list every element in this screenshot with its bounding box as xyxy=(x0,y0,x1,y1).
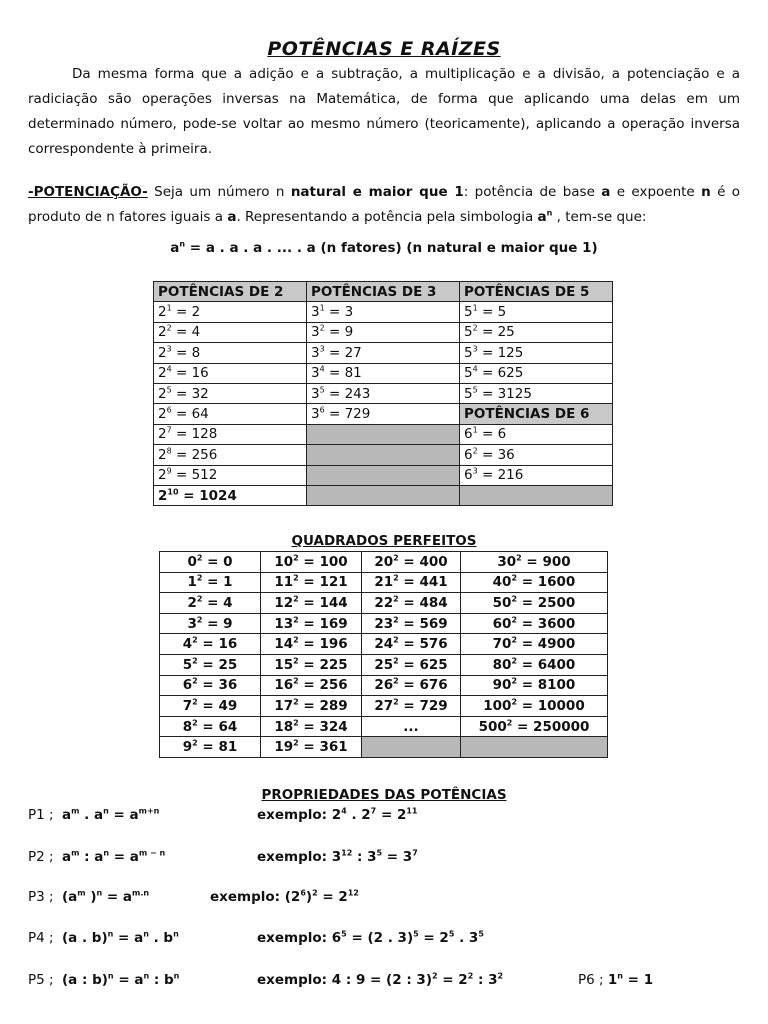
superscript: n xyxy=(546,208,553,218)
property-rule: $a^m$ . $a^n = a^{m+n}$ xyxy=(62,806,160,823)
table-cell: $2^8 = 256$ xyxy=(154,445,307,465)
table-cell xyxy=(461,737,608,758)
table-cell: ... xyxy=(362,716,461,737)
table-row xyxy=(160,613,608,634)
table-row xyxy=(160,675,608,696)
table-cell: $18^2 = 324$ xyxy=(261,716,362,737)
table-cell: $2^2 = 4$ xyxy=(160,593,261,614)
table-cell: $3^2 = 9$ xyxy=(160,613,261,634)
table-cell: $40^2 = 1600$ xyxy=(461,572,608,593)
squares-title: QUADRADOS PERFEITOS xyxy=(291,533,477,549)
text: é o produto de n fatores iguais a xyxy=(28,184,741,225)
table-cell: $13^2 = 169$ xyxy=(261,613,362,634)
property-example: exemplo: $(2^6)^2 = 2^{12}$ xyxy=(210,888,359,905)
table-cell: $70^2 = 4900$ xyxy=(461,634,608,655)
table-row xyxy=(154,465,613,485)
table-cell: $6^3 = 216$ xyxy=(460,465,613,485)
superscript: n xyxy=(179,239,186,249)
table-row xyxy=(154,343,613,363)
property-label: P3 ; xyxy=(28,889,54,905)
text-bold: n xyxy=(701,184,711,200)
table-row xyxy=(154,322,613,342)
property-example: exemplo: 4 : 9 = (2 : $3)^2 = 2^2$ : $3^2$ xyxy=(257,971,504,988)
table-row xyxy=(160,654,608,675)
property-example: exemplo: $6^5 = (2$ . $3)^5 = 2^5$ . $3^5$ xyxy=(257,929,484,946)
property-example: exemplo: $2^4$ . $2^7 = 2^{11}$ xyxy=(257,806,418,823)
table-cell: $80^2 = 6400$ xyxy=(461,654,608,675)
table-header: POTÊNCIAS DE 2 xyxy=(154,282,307,302)
table-cell: $5^4 = 625$ xyxy=(460,363,613,383)
text: a xyxy=(170,240,180,256)
table-cell: $22^2 = 484$ xyxy=(362,593,461,614)
potenciacao-heading: -POTENCIAÇÃO- xyxy=(28,184,148,200)
table-cell: $2^2 = 4$ xyxy=(154,322,307,342)
text-bold: a xyxy=(537,209,547,225)
table-cell: $6^2 = 36$ xyxy=(160,675,261,696)
table-cell: $6^2 = 36$ xyxy=(460,445,613,465)
property-label: P6 ; xyxy=(578,972,604,988)
table-cell: $9^2 = 81$ xyxy=(160,737,261,758)
property-label: P4 ; xyxy=(28,930,54,946)
table-cell: $2^5 = 32$ xyxy=(154,383,307,403)
table-row xyxy=(160,572,608,593)
table-cell: $5^1 = 5$ xyxy=(460,302,613,322)
table-cell xyxy=(307,485,460,505)
table-cell: $2^3 = 8$ xyxy=(154,343,307,363)
property-label: P1 ; xyxy=(28,807,54,823)
property-rule: (a : $b)^n = a^n$ : $b^n$ xyxy=(62,971,180,988)
table-cell: $20^2 = 400$ xyxy=(362,552,461,573)
page-title: POTÊNCIAS E RAÍZES xyxy=(267,38,501,60)
table-row xyxy=(160,696,608,717)
table-cell: $19^2 = 361$ xyxy=(261,737,362,758)
table-cell: $3^6 = 729$ xyxy=(307,404,460,424)
table-row xyxy=(154,404,613,424)
table-cell: $23^2 = 569$ xyxy=(362,613,461,634)
table-row xyxy=(154,424,613,444)
property-label: P2 ; xyxy=(28,849,54,865)
table-cell: $2^6 = 64$ xyxy=(154,404,307,424)
table-cell: $90^2 = 8100$ xyxy=(461,675,608,696)
table-cell: $60^2 = 3600$ xyxy=(461,613,608,634)
table-cell: $3^4 = 81$ xyxy=(307,363,460,383)
table-row xyxy=(154,363,613,383)
table-row xyxy=(154,485,613,505)
text: , tem-se que: xyxy=(552,209,647,225)
table-row xyxy=(160,593,608,614)
property-rule: $1^n = 1$ xyxy=(607,971,654,988)
table-header: POTÊNCIAS DE 5 xyxy=(460,282,613,302)
table-cell: $21^2 = 441$ xyxy=(362,572,461,593)
table-row xyxy=(160,634,608,655)
table-cell: $6^1 = 6$ xyxy=(460,424,613,444)
table-cell: $30^2 = 900$ xyxy=(461,552,608,573)
table-cell: $26^2 = 676$ xyxy=(362,675,461,696)
table-cell: $25^2 = 625$ xyxy=(362,654,461,675)
table-cell: $100^2 = 10000$ xyxy=(461,696,608,717)
property-rule: ($a^m$ )$^n = a^{m.n}$ xyxy=(62,888,150,905)
table-cell: $17^2 = 289$ xyxy=(261,696,362,717)
table-cell: $5^3 = 125$ xyxy=(460,343,613,363)
table-cell: $4^2 = 16$ xyxy=(160,634,261,655)
table-cell: $15^2 = 225$ xyxy=(261,654,362,675)
table-cell: $5^2 = 25$ xyxy=(460,322,613,342)
table-cell: $12^2 = 144$ xyxy=(261,593,362,614)
text-bold: natural e maior que 1 xyxy=(290,184,464,200)
table-cell: $3^1 = 3$ xyxy=(307,302,460,322)
properties-title: PROPRIEDADES DAS POTÊNCIAS xyxy=(261,787,507,803)
table-cell xyxy=(307,445,460,465)
text-bold: a xyxy=(227,209,237,225)
potenciacao-paragraph xyxy=(28,180,740,230)
table-row xyxy=(154,445,613,465)
table-cell: $5^5 = 3125$ xyxy=(460,383,613,403)
table-cell xyxy=(460,485,613,505)
table-row xyxy=(160,716,608,737)
table-cell: $16^2 = 256$ xyxy=(261,675,362,696)
table-cell: $7^2 = 49$ xyxy=(160,696,261,717)
table-cell xyxy=(362,737,461,758)
property-label: P5 ; xyxy=(28,972,54,988)
intro-paragraph: Da mesma forma que a adição e a subtração, a multiplicação e a divisão, a potenciação e a radiciação são operações inversas na Matemática, de forma que aplicando uma delas em um determinado número, pode-se voltar ao mesmo número (teoricamente), aplicando a operação inversa correspondente à primeira. xyxy=(28,66,740,157)
table-cell: $8^2 = 64$ xyxy=(160,716,261,737)
table-row xyxy=(154,302,613,322)
table-cell: $5^2 = 25$ xyxy=(160,654,261,675)
table-cell: $11^2 = 121$ xyxy=(261,572,362,593)
table-cell: $2^{10} = 1024$ xyxy=(154,485,307,505)
table-cell: $3^5 = 243$ xyxy=(307,383,460,403)
table-cell: $50^2 = 2500$ xyxy=(461,593,608,614)
table-cell: $3^3 = 27$ xyxy=(307,343,460,363)
table-cell: $14^2 = 196$ xyxy=(261,634,362,655)
perfect-squares-table xyxy=(159,551,608,758)
table-cell xyxy=(307,424,460,444)
property-rule: (a . $b)^n = a^n$ . $b^n$ xyxy=(62,929,179,946)
table-cell: $27^2 = 729$ xyxy=(362,696,461,717)
table-cell: $10^2 = 100$ xyxy=(261,552,362,573)
text: : potência de base xyxy=(463,184,602,200)
text: e expoente xyxy=(610,184,702,200)
table-cell: $2^7 = 128$ xyxy=(154,424,307,444)
table-row xyxy=(160,552,608,573)
table-cell xyxy=(307,465,460,485)
table-cell: $3^2 = 9$ xyxy=(307,322,460,342)
text: Seja um número n xyxy=(147,184,291,200)
property-rule: $a^m$ : $a^n = a^{m - n}$ xyxy=(62,848,166,865)
property-example: exemplo: $3^{12}$ : $3^5 = 3^7$ xyxy=(257,848,418,865)
text-bold: a xyxy=(601,184,611,200)
table-cell: $24^2 = 576$ xyxy=(362,634,461,655)
table-header: POTÊNCIAS DE 3 xyxy=(307,282,460,302)
table-cell: $1^2 = 1$ xyxy=(160,572,261,593)
table-cell: $2^9 = 512$ xyxy=(154,465,307,485)
text: = a . a . a . ... . a (n fatores) (n natural e maior que 1) xyxy=(185,240,598,256)
table-cell: $2^4 = 16$ xyxy=(154,363,307,383)
table-cell: POTÊNCIAS DE 6 xyxy=(460,404,613,424)
power-definition-formula xyxy=(0,240,768,256)
powers-table xyxy=(153,281,613,506)
text: . Representando a potência pela simbologia xyxy=(236,209,538,225)
table-row xyxy=(160,737,608,758)
table-row xyxy=(154,383,613,403)
table-cell: $2^1 = 2$ xyxy=(154,302,307,322)
property-p6 xyxy=(578,972,653,988)
table-cell: $500^2 = 250000$ xyxy=(461,716,608,737)
table-cell: $0^2 = 0$ xyxy=(160,552,261,573)
